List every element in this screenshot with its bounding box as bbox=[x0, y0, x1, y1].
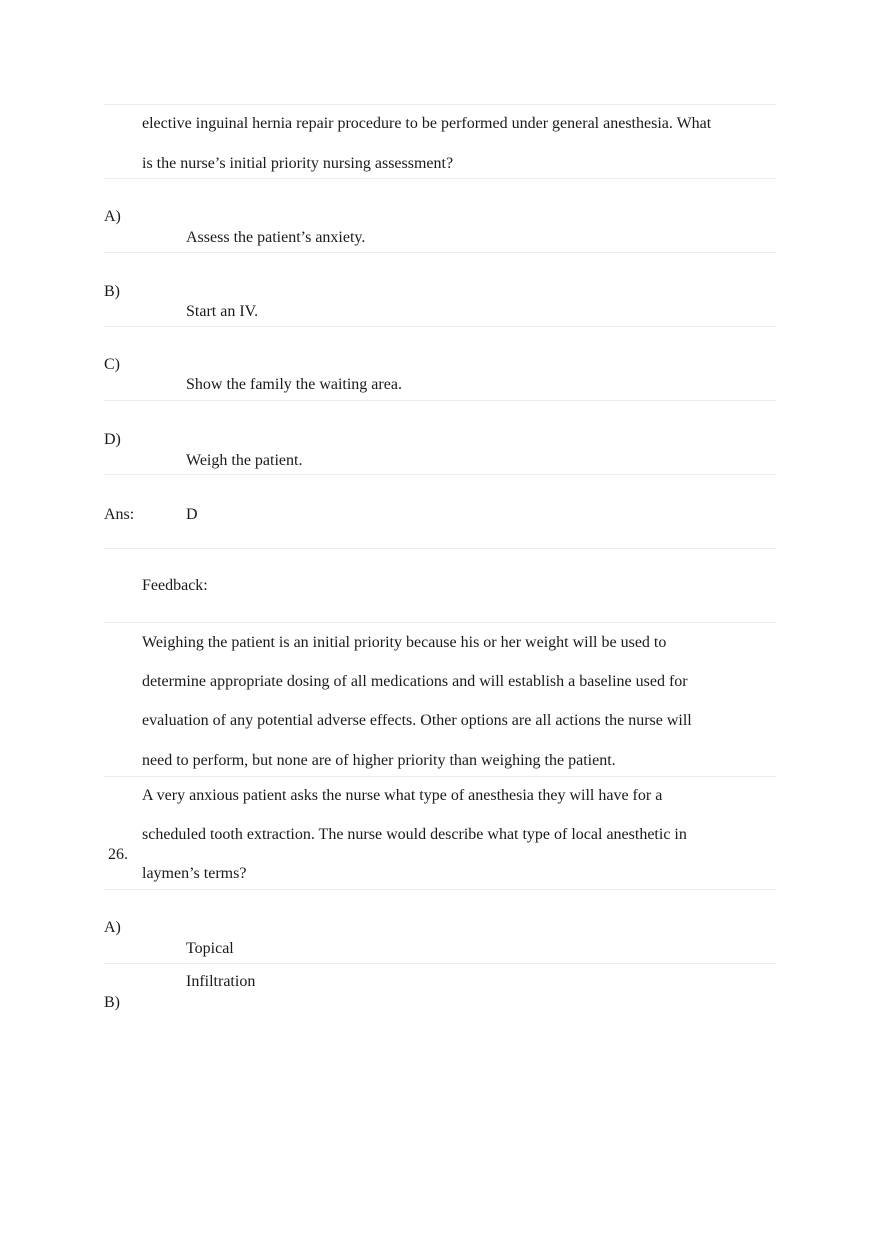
question-number: 26. bbox=[108, 846, 128, 863]
divider bbox=[104, 400, 776, 401]
divider bbox=[104, 776, 776, 777]
divider bbox=[104, 963, 776, 964]
divider bbox=[104, 889, 776, 890]
question-stem-line: elective inguinal hernia repair procedure to be performed under general anesthesia. What bbox=[142, 115, 712, 132]
option-letter-b: B) bbox=[104, 994, 120, 1011]
divider bbox=[104, 548, 776, 549]
option-letter-c: C) bbox=[104, 356, 120, 373]
option-text-c: Show the family the waiting area. bbox=[186, 376, 402, 393]
divider bbox=[104, 326, 776, 327]
divider bbox=[104, 104, 776, 105]
divider bbox=[104, 252, 776, 253]
feedback-label: Feedback: bbox=[142, 577, 208, 594]
feedback-line: need to perform, but none are of higher priority than weighing the patient. bbox=[142, 752, 616, 769]
question-stem-line: scheduled tooth extraction. The nurse would describe what type of local anesthetic in bbox=[142, 826, 687, 843]
divider bbox=[104, 178, 776, 179]
answer-label: Ans: bbox=[104, 506, 135, 523]
option-text-d: Weigh the patient. bbox=[186, 452, 303, 469]
answer-value: D bbox=[186, 506, 198, 523]
divider bbox=[104, 622, 776, 623]
option-letter-d: D) bbox=[104, 431, 121, 448]
question-stem-line: A very anxious patient asks the nurse what type of anesthesia they will have for a bbox=[142, 787, 663, 804]
option-letter-b: B) bbox=[104, 283, 120, 300]
option-letter-a: A) bbox=[104, 208, 121, 225]
option-text-b: Start an IV. bbox=[186, 303, 259, 320]
feedback-line: Weighing the patient is an initial priority because his or her weight will be used to bbox=[142, 634, 667, 651]
option-text-b: Infiltration bbox=[186, 973, 256, 990]
option-letter-a: A) bbox=[104, 919, 121, 936]
feedback-line: evaluation of any potential adverse effects. Other options are all actions the nurse will bbox=[142, 712, 692, 729]
question-stem-line: laymen’s terms? bbox=[142, 865, 247, 882]
divider bbox=[104, 474, 776, 475]
option-text-a: Assess the patient’s anxiety. bbox=[186, 229, 366, 246]
option-text-a: Topical bbox=[186, 940, 234, 957]
feedback-line: determine appropriate dosing of all medications and will establish a baseline used for bbox=[142, 673, 688, 690]
question-stem-line: is the nurse’s initial priority nursing assessment? bbox=[142, 155, 454, 172]
